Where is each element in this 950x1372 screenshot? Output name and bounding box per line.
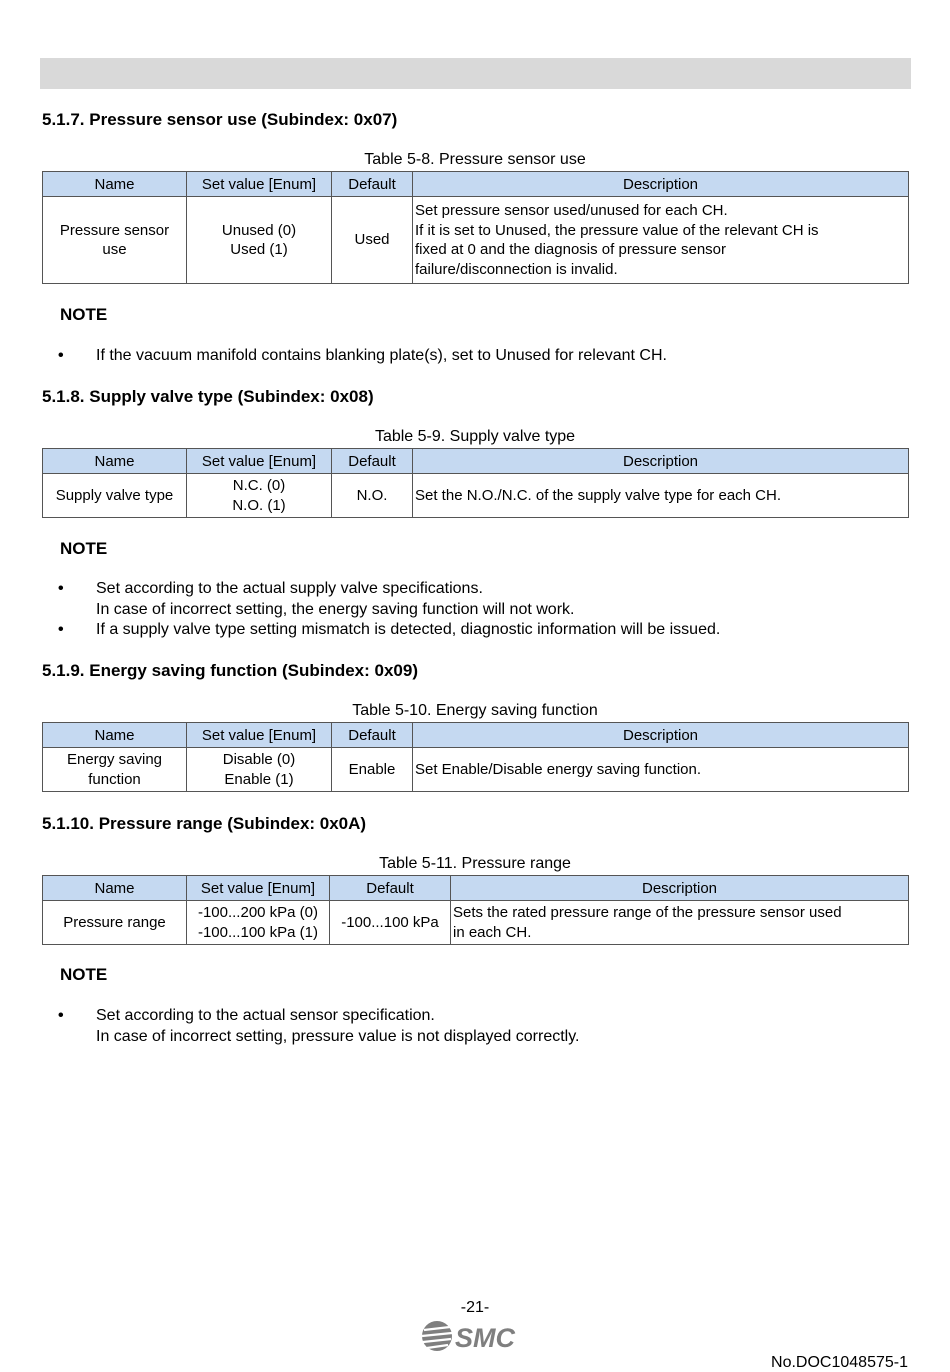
- cell-default: [332, 748, 413, 792]
- col-header-description: Description: [451, 876, 909, 901]
- table-header-row: [43, 449, 909, 474]
- note-list: [58, 1006, 579, 1047]
- note-line: If a supply valve type setting mismatch is detected, diagnostic information will be issued.: [96, 621, 721, 638]
- cell-description: [413, 197, 909, 284]
- col-header-name: Name: [43, 876, 187, 901]
- bullet-icon: •: [58, 580, 64, 597]
- cell-line: N.O. (1): [232, 496, 286, 514]
- bullet-icon: •: [58, 1007, 64, 1024]
- page-number: -21-: [460, 1299, 490, 1316]
- col-header-default: Default: [332, 449, 413, 474]
- cell-line: fixed at 0 and the diagnosis of pressure sensor: [415, 241, 727, 258]
- cell-line: N.O.: [356, 486, 388, 504]
- table-caption-5-8: Table 5-8. Pressure sensor use: [364, 151, 586, 168]
- cell-line: Set Enable/Disable energy saving function.: [415, 760, 702, 778]
- col-header-name: Name: [43, 449, 187, 474]
- cell-description: [413, 474, 909, 518]
- col-header-default: Default: [332, 172, 413, 197]
- section-heading-5-1-7: 5.1.7. Pressure sensor use (Subindex: 0x07): [42, 110, 398, 129]
- cell-default: [332, 474, 413, 518]
- col-header-name: Name: [43, 172, 187, 197]
- cell-line: -100...100 kPa: [341, 913, 439, 931]
- table-header-row: [43, 172, 909, 197]
- cell-line: Used (1): [230, 241, 288, 258]
- table-row: [43, 474, 909, 518]
- cell-line: If it is set to Unused, the pressure value of the relevant CH is: [415, 221, 819, 239]
- cell-line: -100...100 kPa (1): [197, 923, 319, 941]
- cell-line: Enable: [348, 760, 396, 778]
- cell-line: use: [102, 241, 127, 258]
- table-supply-valve-type: [42, 448, 909, 518]
- note-line: Set according to the actual supply valve specifications.: [96, 580, 483, 597]
- table-row: [43, 901, 909, 945]
- note-line: If the vacuum manifold contains blanking plate(s), set to Unused for relevant CH.: [96, 347, 667, 364]
- cell-set-value: [187, 474, 332, 518]
- note-list: [58, 579, 720, 641]
- cell-name: [43, 197, 187, 284]
- cell-default: [330, 901, 451, 945]
- col-header-default: Default: [330, 876, 451, 901]
- cell-line: function: [88, 770, 141, 788]
- cell-line: failure/disconnection is invalid.: [415, 260, 618, 278]
- note-line: In case of incorrect setting, the energy saving function will not work.: [96, 600, 575, 618]
- col-header-set-value: Set value [Enum]: [187, 449, 332, 474]
- cell-default: [332, 197, 413, 284]
- cell-line: Enable (1): [224, 770, 294, 788]
- cell-set-value: [187, 901, 330, 945]
- note-title: NOTE: [60, 965, 108, 984]
- table-pressure-sensor-use: [42, 171, 909, 284]
- cell-line: N.C. (0): [232, 477, 286, 494]
- list-item: [58, 579, 720, 620]
- cell-line: Unused (0): [221, 221, 297, 239]
- cell-description: [451, 901, 909, 945]
- cell-set-value: [187, 197, 332, 284]
- cell-line: Set pressure sensor used/unused for each CH.: [415, 202, 728, 219]
- table-caption-5-10: Table 5-10. Energy saving function: [352, 702, 598, 719]
- table-caption-5-9: Table 5-9. Supply valve type: [374, 428, 576, 445]
- col-header-description: Description: [413, 449, 909, 474]
- note-line: In case of incorrect setting, pressure value is not displayed correctly.: [96, 1027, 580, 1045]
- note-title: NOTE: [60, 305, 108, 324]
- note-list: [58, 346, 667, 367]
- cell-line: Energy saving: [66, 751, 163, 768]
- cell-line: in each CH.: [453, 923, 532, 941]
- cell-name: [43, 474, 187, 518]
- cell-line: Set the N.O./N.C. of the supply valve type for each CH.: [415, 486, 781, 504]
- list-item: [58, 620, 720, 641]
- section-heading-5-1-10: 5.1.10. Pressure range (Subindex: 0x0A): [42, 814, 367, 833]
- col-header-default: Default: [332, 723, 413, 748]
- cell-line: Sets the rated pressure range of the pressure sensor used: [453, 904, 842, 921]
- bullet-icon: •: [58, 347, 64, 364]
- table-caption-5-11: Table 5-11. Pressure range: [379, 855, 571, 872]
- note-line: Set according to the actual sensor specification.: [96, 1007, 435, 1024]
- cell-set-value: [187, 748, 332, 792]
- smc-logo-icon: [420, 1319, 528, 1353]
- col-header-description: Description: [413, 723, 909, 748]
- cell-line: Disable (0): [222, 751, 296, 768]
- cell-line: Used: [354, 231, 390, 249]
- table-row: [43, 748, 909, 792]
- header-bar: [40, 58, 911, 89]
- list-item: [58, 1006, 579, 1047]
- table-header-row: [43, 723, 909, 748]
- table-header-row: [43, 876, 909, 901]
- cell-name: [43, 748, 187, 792]
- cell-description: [413, 748, 909, 792]
- section-heading-5-1-9: 5.1.9. Energy saving function (Subindex: 0x09): [42, 661, 418, 680]
- table-pressure-range: [42, 875, 909, 945]
- cell-line: Pressure sensor: [59, 221, 170, 239]
- col-header-description: Description: [413, 172, 909, 197]
- table-energy-saving-function: [42, 722, 909, 792]
- logo-text: SMC: [455, 1323, 515, 1353]
- cell-line: -100...200 kPa (0): [197, 904, 319, 921]
- note-title: NOTE: [60, 539, 108, 558]
- document-number: No.DOC1048575-1: [771, 1354, 908, 1371]
- table-row: [43, 197, 909, 284]
- bullet-icon: •: [58, 621, 64, 638]
- col-header-set-value: Set value [Enum]: [187, 172, 332, 197]
- list-item: [58, 346, 667, 367]
- cell-line: Pressure range: [63, 913, 166, 931]
- col-header-name: Name: [43, 723, 187, 748]
- cell-name: [43, 901, 187, 945]
- cell-line: Supply valve type: [55, 486, 174, 504]
- col-header-set-value: Set value [Enum]: [187, 723, 332, 748]
- section-heading-5-1-8: 5.1.8. Supply valve type (Subindex: 0x08): [42, 387, 374, 406]
- col-header-set-value: Set value [Enum]: [187, 876, 330, 901]
